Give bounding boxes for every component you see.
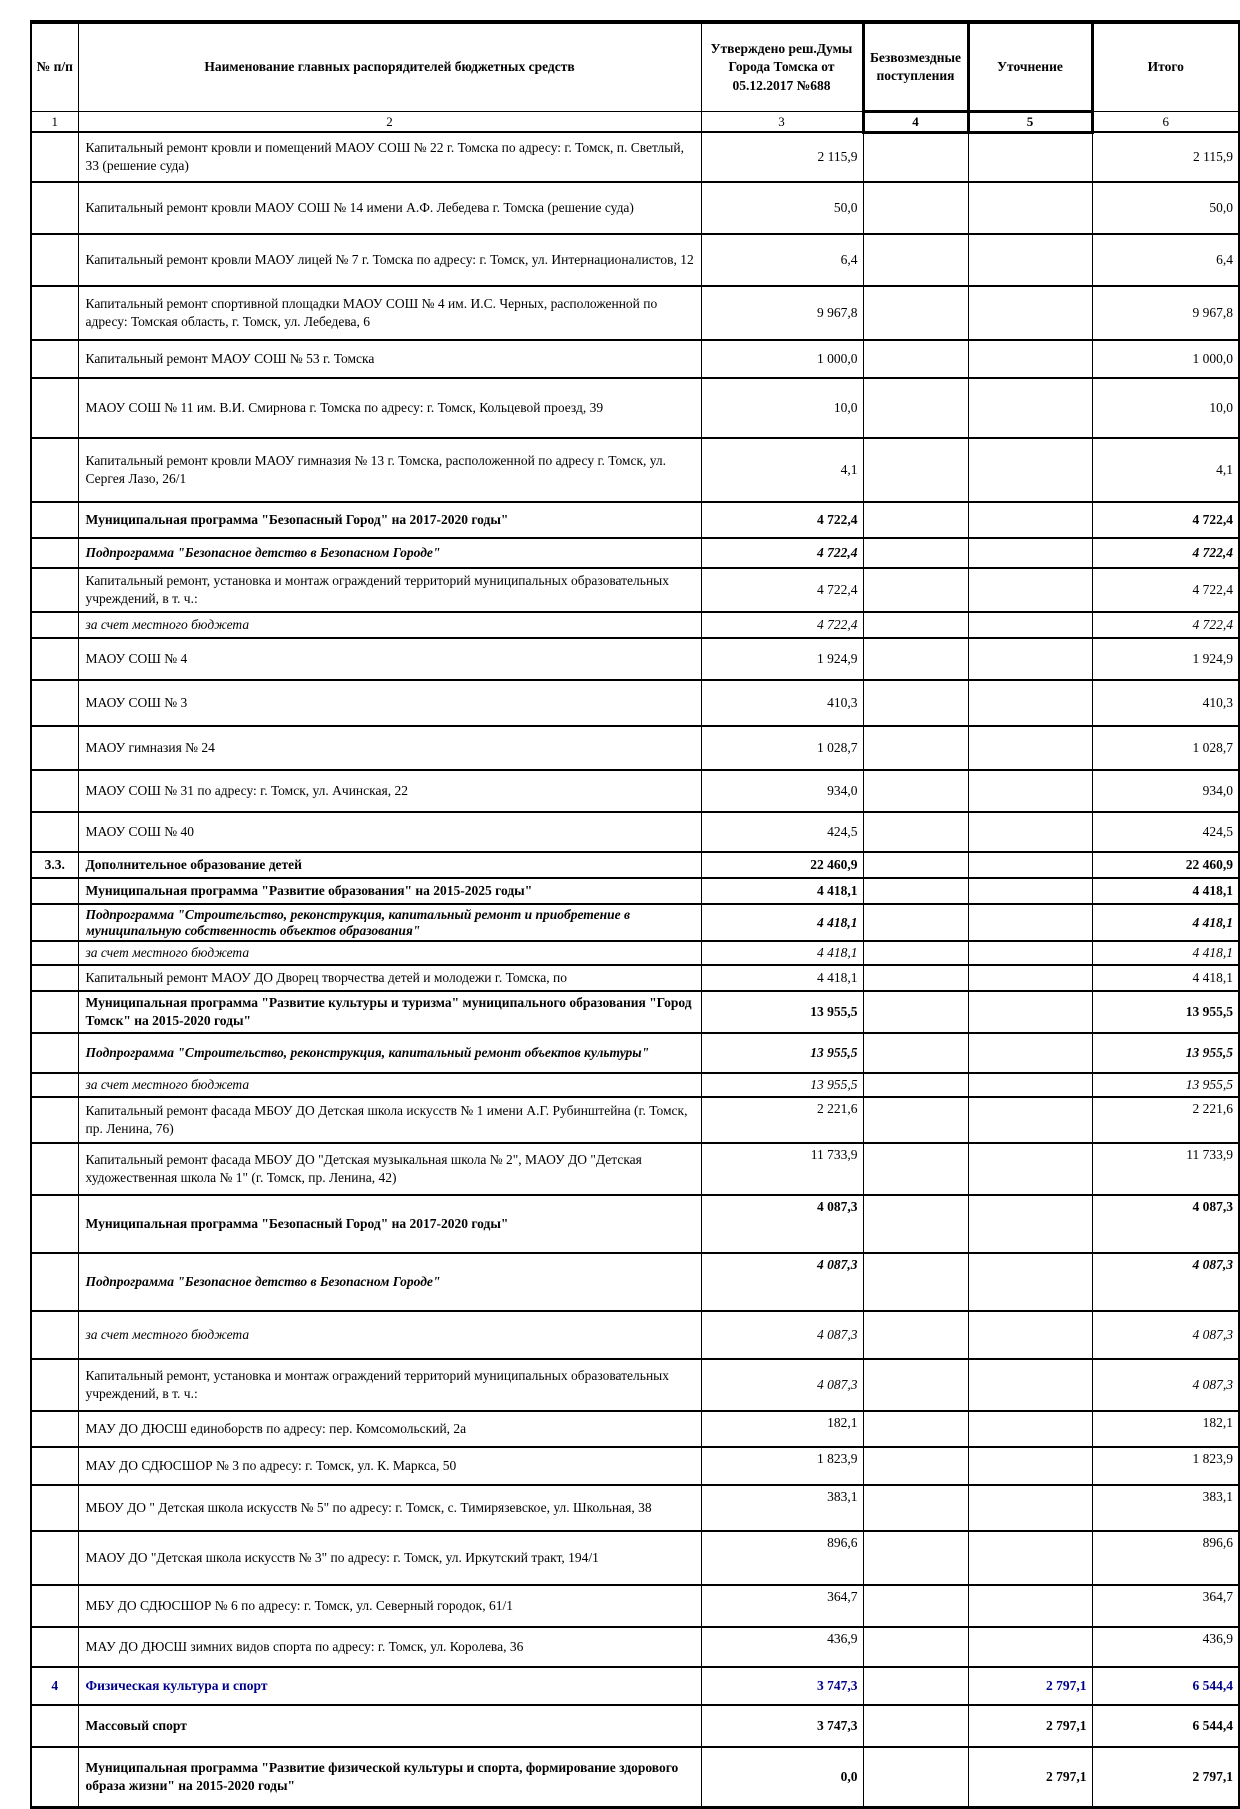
row-name-cell: Капитальный ремонт фасада МБОУ ДО "Детская музыкальная школа № 2", МАОУ ДО "Детская художественная школа № 1" (г. Томск, пр. Ленина, 42)	[78, 1143, 701, 1195]
total-value-cell: 1 028,7	[1092, 726, 1239, 770]
revision-value-cell	[968, 1359, 1092, 1411]
gratuitous-value-cell	[863, 1667, 968, 1705]
approved-value-cell: 22 460,9	[701, 852, 863, 878]
gratuitous-value-cell	[863, 568, 968, 612]
table-row	[31, 680, 1239, 726]
approved-value-cell: 50,0	[701, 182, 863, 234]
approved-value-cell: 4 087,3	[701, 1359, 863, 1411]
total-value-cell: 4 087,3	[1092, 1253, 1239, 1311]
gratuitous-value-cell	[863, 812, 968, 852]
table-row	[31, 182, 1239, 234]
revision-value-cell	[968, 438, 1092, 502]
revision-value-cell	[968, 132, 1092, 182]
revision-value-cell	[968, 234, 1092, 286]
approved-value-cell: 182,1	[701, 1411, 863, 1447]
row-name-cell: Муниципальная программа "Развитие образования" на 2015-2025 годы"	[78, 878, 701, 904]
table-row	[31, 1667, 1239, 1705]
table-row	[31, 1447, 1239, 1485]
row-number-cell	[31, 941, 78, 965]
revision-value-cell	[968, 965, 1092, 991]
table-row	[31, 286, 1239, 340]
row-name-cell: МАОУ СОШ № 3	[78, 680, 701, 726]
row-name-cell: Подпрограмма "Строительство, реконструкция, капитальный ремонт и приобретение в муниципальную собственность объектов образования"	[78, 904, 701, 941]
revision-value-cell	[968, 1411, 1092, 1447]
revision-value-cell	[968, 852, 1092, 878]
row-number-cell	[31, 612, 78, 638]
table-row	[31, 941, 1239, 965]
row-number-cell	[31, 1585, 78, 1627]
approved-value-cell: 4 722,4	[701, 538, 863, 568]
table-row	[31, 502, 1239, 538]
approved-value-cell: 410,3	[701, 680, 863, 726]
gratuitous-value-cell	[863, 1585, 968, 1627]
revision-value-cell	[968, 1485, 1092, 1531]
gratuitous-value-cell	[863, 1447, 968, 1485]
revision-value-cell	[968, 941, 1092, 965]
col-index-2: 2	[78, 112, 701, 133]
approved-value-cell: 11 733,9	[701, 1143, 863, 1195]
row-number-cell	[31, 1531, 78, 1585]
approved-value-cell: 13 955,5	[701, 1073, 863, 1097]
gratuitous-value-cell	[863, 965, 968, 991]
total-value-cell: 13 955,5	[1092, 1073, 1239, 1097]
row-number-cell	[31, 502, 78, 538]
approved-value-cell: 13 955,5	[701, 991, 863, 1033]
revision-value-cell	[968, 904, 1092, 941]
row-name-cell: Подпрограмма "Безопасное детство в Безопасном Городе"	[78, 538, 701, 568]
table-row	[31, 726, 1239, 770]
header-total: Итого	[1092, 22, 1239, 112]
approved-value-cell: 4 418,1	[701, 878, 863, 904]
row-name-cell: МАОУ СОШ № 40	[78, 812, 701, 852]
table-row	[31, 1747, 1239, 1807]
gratuitous-value-cell	[863, 1253, 968, 1311]
total-value-cell: 2 115,9	[1092, 132, 1239, 182]
total-value-cell: 11 733,9	[1092, 1143, 1239, 1195]
row-name-cell: МАУ ДО ДЮСШ единоборств по адресу: пер. Комсомольский, 2а	[78, 1411, 701, 1447]
row-name-cell: МБОУ ДО " Детская школа искусств № 5" по адресу: г. Томск, с. Тимирязевское, ул. Школьная, 38	[78, 1485, 701, 1531]
revision-value-cell	[968, 680, 1092, 726]
header-row	[31, 22, 1239, 112]
gratuitous-value-cell	[863, 1073, 968, 1097]
row-number-cell	[31, 770, 78, 812]
approved-value-cell: 383,1	[701, 1485, 863, 1531]
gratuitous-value-cell	[863, 340, 968, 378]
revision-value-cell	[968, 1143, 1092, 1195]
total-value-cell: 6 544,4	[1092, 1667, 1239, 1705]
total-value-cell: 424,5	[1092, 812, 1239, 852]
row-number-cell	[31, 991, 78, 1033]
header-revision: Уточнение	[968, 22, 1092, 112]
table-row	[31, 1359, 1239, 1411]
revision-value-cell	[968, 1447, 1092, 1485]
table-row	[31, 991, 1239, 1033]
table-row	[31, 568, 1239, 612]
header-approved: Утверждено реш.Думы Города Томска от 05.12.2017 №688	[701, 22, 863, 112]
row-name-cell: Капитальный ремонт кровли МАОУ гимназия № 13 г. Томска, расположенной по адресу г. Томск, ул. Сергея Лазо, 26/1	[78, 438, 701, 502]
gratuitous-value-cell	[863, 1747, 968, 1807]
total-value-cell: 4 722,4	[1092, 612, 1239, 638]
table-row	[31, 1143, 1239, 1195]
gratuitous-value-cell	[863, 1485, 968, 1531]
row-name-cell: за счет местного бюджета	[78, 941, 701, 965]
table-row	[31, 638, 1239, 680]
approved-value-cell: 424,5	[701, 812, 863, 852]
row-number-cell	[31, 1253, 78, 1311]
col-index-1: 1	[31, 112, 78, 133]
revision-value-cell	[968, 1195, 1092, 1253]
row-number-cell	[31, 1195, 78, 1253]
total-value-cell: 364,7	[1092, 1585, 1239, 1627]
revision-value-cell	[968, 1311, 1092, 1359]
row-number-cell	[31, 904, 78, 941]
total-value-cell: 2 221,6	[1092, 1097, 1239, 1143]
row-name-cell: Капитальный ремонт кровли МАОУ СОШ № 14 имени А.Ф. Лебедева г. Томска (решение суда)	[78, 182, 701, 234]
approved-value-cell: 4 087,3	[701, 1253, 863, 1311]
row-name-cell: Капитальный ремонт кровли и помещений МАОУ СОШ № 22 г. Томска по адресу: г. Томск, п. Светлый, 33 (решение суда)	[78, 132, 701, 182]
row-number-cell	[31, 538, 78, 568]
approved-value-cell: 9 967,8	[701, 286, 863, 340]
revision-value-cell	[968, 568, 1092, 612]
total-value-cell: 4 087,3	[1092, 1359, 1239, 1411]
row-name-cell: Физическая культура и спорт	[78, 1667, 701, 1705]
revision-value-cell	[968, 1097, 1092, 1143]
gratuitous-value-cell	[863, 378, 968, 438]
total-value-cell: 13 955,5	[1092, 1033, 1239, 1073]
total-value-cell: 6 544,4	[1092, 1705, 1239, 1747]
column-index-row	[31, 112, 1239, 133]
total-value-cell: 4 087,3	[1092, 1311, 1239, 1359]
revision-value-cell	[968, 1033, 1092, 1073]
row-name-cell: Капитальный ремонт МАОУ СОШ № 53 г. Томска	[78, 340, 701, 378]
total-value-cell: 10,0	[1092, 378, 1239, 438]
row-name-cell: Муниципальная программа "Развитие физической культуры и спорта, формирование здорового образа жизни" на 2015-2020 годы"	[78, 1747, 701, 1807]
gratuitous-value-cell	[863, 726, 968, 770]
row-name-cell: Подпрограмма "Строительство, реконструкция, капитальный ремонт объектов культуры"	[78, 1033, 701, 1073]
approved-value-cell: 2 115,9	[701, 132, 863, 182]
approved-value-cell: 4 722,4	[701, 502, 863, 538]
revision-value-cell	[968, 182, 1092, 234]
row-number-cell	[31, 878, 78, 904]
table-header	[31, 22, 1239, 132]
approved-value-cell: 10,0	[701, 378, 863, 438]
gratuitous-value-cell	[863, 770, 968, 812]
total-value-cell: 4,1	[1092, 438, 1239, 502]
gratuitous-value-cell	[863, 538, 968, 568]
gratuitous-value-cell	[863, 612, 968, 638]
row-number-cell	[31, 1143, 78, 1195]
table-body	[31, 132, 1239, 1807]
gratuitous-value-cell	[863, 904, 968, 941]
row-number-cell	[31, 1097, 78, 1143]
total-value-cell: 9 967,8	[1092, 286, 1239, 340]
table-row	[31, 1411, 1239, 1447]
table-row	[31, 1033, 1239, 1073]
approved-value-cell: 3 747,3	[701, 1705, 863, 1747]
row-name-cell: Муниципальная программа "Безопасный Город" на 2017-2020 годы"	[78, 502, 701, 538]
total-value-cell: 22 460,9	[1092, 852, 1239, 878]
table-row	[31, 1311, 1239, 1359]
row-name-cell: Капитальный ремонт спортивной площадки МАОУ СОШ № 4 им. И.С. Черных, расположенной по адресу: Томская область, г. Томск, ул. Лебедева, 6	[78, 286, 701, 340]
approved-value-cell: 4 087,3	[701, 1195, 863, 1253]
approved-value-cell: 896,6	[701, 1531, 863, 1585]
total-value-cell: 4 087,3	[1092, 1195, 1239, 1253]
revision-value-cell	[968, 1627, 1092, 1667]
row-name-cell: за счет местного бюджета	[78, 612, 701, 638]
col-index-5: 5	[968, 112, 1092, 133]
header-num: № п/п	[31, 22, 78, 112]
approved-value-cell: 934,0	[701, 770, 863, 812]
row-name-cell: Муниципальная программа "Безопасный Город" на 2017-2020 годы"	[78, 1195, 701, 1253]
revision-value-cell: 2 797,1	[968, 1667, 1092, 1705]
table-row	[31, 438, 1239, 502]
gratuitous-value-cell	[863, 1195, 968, 1253]
gratuitous-value-cell	[863, 1531, 968, 1585]
row-number-cell	[31, 1411, 78, 1447]
table-row	[31, 612, 1239, 638]
gratuitous-value-cell	[863, 1097, 968, 1143]
revision-value-cell	[968, 991, 1092, 1033]
col-index-3: 3	[701, 112, 863, 133]
approved-value-cell: 436,9	[701, 1627, 863, 1667]
row-name-cell: за счет местного бюджета	[78, 1073, 701, 1097]
gratuitous-value-cell	[863, 852, 968, 878]
table-row	[31, 132, 1239, 182]
table-row	[31, 878, 1239, 904]
total-value-cell: 1 823,9	[1092, 1447, 1239, 1485]
revision-value-cell	[968, 378, 1092, 438]
header-name: Наименование главных распорядителей бюджетных средств	[78, 22, 701, 112]
row-name-cell: Подпрограмма "Безопасное детство в Безопасном Городе"	[78, 1253, 701, 1311]
total-value-cell: 383,1	[1092, 1485, 1239, 1531]
row-name-cell: МАУ ДО СДЮСШОР № 3 по адресу: г. Томск, ул. К. Маркса, 50	[78, 1447, 701, 1485]
approved-value-cell: 1 000,0	[701, 340, 863, 378]
row-number-cell	[31, 182, 78, 234]
row-number-cell	[31, 438, 78, 502]
approved-value-cell: 4 087,3	[701, 1311, 863, 1359]
budget-table	[30, 20, 1240, 1809]
header-gratuitous: Безвозмездные поступления	[863, 22, 968, 112]
revision-value-cell	[968, 770, 1092, 812]
approved-value-cell: 6,4	[701, 234, 863, 286]
gratuitous-value-cell	[863, 1359, 968, 1411]
total-value-cell: 50,0	[1092, 182, 1239, 234]
approved-value-cell: 4 418,1	[701, 904, 863, 941]
revision-value-cell	[968, 286, 1092, 340]
table-row	[31, 1585, 1239, 1627]
table-row	[31, 770, 1239, 812]
table-row	[31, 1705, 1239, 1747]
approved-value-cell: 364,7	[701, 1585, 863, 1627]
revision-value-cell	[968, 340, 1092, 378]
total-value-cell: 4 418,1	[1092, 965, 1239, 991]
row-name-cell: МАОУ СОШ № 31 по адресу: г. Томск, ул. Ачинская, 22	[78, 770, 701, 812]
gratuitous-value-cell	[863, 1033, 968, 1073]
total-value-cell: 4 722,4	[1092, 568, 1239, 612]
row-number-cell	[31, 1073, 78, 1097]
row-number-cell	[31, 680, 78, 726]
row-number-cell: 4	[31, 1667, 78, 1705]
revision-value-cell	[968, 726, 1092, 770]
revision-value-cell	[968, 638, 1092, 680]
table-row	[31, 234, 1239, 286]
total-value-cell: 896,6	[1092, 1531, 1239, 1585]
table-row	[31, 1531, 1239, 1585]
gratuitous-value-cell	[863, 1311, 968, 1359]
col-index-4: 4	[863, 112, 968, 133]
row-number-cell	[31, 234, 78, 286]
approved-value-cell: 3 747,3	[701, 1667, 863, 1705]
total-value-cell: 4 722,4	[1092, 502, 1239, 538]
row-number-cell	[31, 378, 78, 438]
row-name-cell: Капитальный ремонт МАОУ ДО Дворец творчества детей и молодежи г. Томска, по	[78, 965, 701, 991]
row-name-cell: МАОУ СОШ № 4	[78, 638, 701, 680]
total-value-cell: 2 797,1	[1092, 1747, 1239, 1807]
row-number-cell	[31, 1447, 78, 1485]
row-name-cell: за счет местного бюджета	[78, 1311, 701, 1359]
row-name-cell: МБУ ДО СДЮСШОР № 6 по адресу: г. Томск, ул. Северный городок, 61/1	[78, 1585, 701, 1627]
row-number-cell	[31, 1359, 78, 1411]
revision-value-cell	[968, 878, 1092, 904]
revision-value-cell	[968, 1073, 1092, 1097]
approved-value-cell: 0,0	[701, 1747, 863, 1807]
row-number-cell	[31, 638, 78, 680]
row-number-cell	[31, 1705, 78, 1747]
row-number-cell	[31, 1311, 78, 1359]
table-row	[31, 1097, 1239, 1143]
row-number-cell	[31, 812, 78, 852]
row-name-cell: Дополнительное образование детей	[78, 852, 701, 878]
revision-value-cell	[968, 502, 1092, 538]
gratuitous-value-cell	[863, 438, 968, 502]
table-row	[31, 340, 1239, 378]
revision-value-cell	[968, 538, 1092, 568]
gratuitous-value-cell	[863, 1143, 968, 1195]
row-name-cell: МАОУ гимназия № 24	[78, 726, 701, 770]
table-row	[31, 812, 1239, 852]
table-row	[31, 378, 1239, 438]
revision-value-cell	[968, 1585, 1092, 1627]
row-number-cell	[31, 340, 78, 378]
approved-value-cell: 4 722,4	[701, 568, 863, 612]
table-row	[31, 965, 1239, 991]
gratuitous-value-cell	[863, 132, 968, 182]
row-number-cell	[31, 1747, 78, 1807]
gratuitous-value-cell	[863, 182, 968, 234]
total-value-cell: 4 418,1	[1092, 904, 1239, 941]
revision-value-cell	[968, 1531, 1092, 1585]
revision-value-cell	[968, 612, 1092, 638]
total-value-cell: 4 418,1	[1092, 878, 1239, 904]
row-name-cell: Муниципальная программа "Развитие культуры и туризма" муниципального образования "Город Томск" на 2015-2020 годы"	[78, 991, 701, 1033]
total-value-cell: 934,0	[1092, 770, 1239, 812]
table-row	[31, 904, 1239, 941]
row-number-cell: 3.3.	[31, 852, 78, 878]
row-number-cell	[31, 1033, 78, 1073]
approved-value-cell: 4 418,1	[701, 941, 863, 965]
table-row	[31, 852, 1239, 878]
table-row	[31, 538, 1239, 568]
gratuitous-value-cell	[863, 991, 968, 1033]
gratuitous-value-cell	[863, 1627, 968, 1667]
row-name-cell: Капитальный ремонт, установка и монтаж ограждений территорий муниципальных образовательных учреждений, в т. ч.:	[78, 568, 701, 612]
gratuitous-value-cell	[863, 1705, 968, 1747]
revision-value-cell: 2 797,1	[968, 1705, 1092, 1747]
row-name-cell: Капитальный ремонт, установка и монтаж ограждений территорий муниципальных образовательных учреждений, в т. ч.:	[78, 1359, 701, 1411]
approved-value-cell: 4 418,1	[701, 965, 863, 991]
gratuitous-value-cell	[863, 234, 968, 286]
gratuitous-value-cell	[863, 638, 968, 680]
gratuitous-value-cell	[863, 878, 968, 904]
table-row	[31, 1195, 1239, 1253]
row-name-cell: МАОУ ДО "Детская школа искусств № 3" по адресу: г. Томск, ул. Иркутский тракт, 194/1	[78, 1531, 701, 1585]
total-value-cell: 6,4	[1092, 234, 1239, 286]
row-number-cell	[31, 1485, 78, 1531]
approved-value-cell: 13 955,5	[701, 1033, 863, 1073]
row-name-cell: Массовый спорт	[78, 1705, 701, 1747]
approved-value-cell: 1 028,7	[701, 726, 863, 770]
revision-value-cell	[968, 1253, 1092, 1311]
total-value-cell: 182,1	[1092, 1411, 1239, 1447]
row-name-cell: Капитальный ремонт кровли МАОУ лицей № 7 г. Томска по адресу: г. Томск, ул. Интернационалистов, 12	[78, 234, 701, 286]
approved-value-cell: 2 221,6	[701, 1097, 863, 1143]
table-row	[31, 1073, 1239, 1097]
total-value-cell: 4 418,1	[1092, 941, 1239, 965]
table-row	[31, 1253, 1239, 1311]
approved-value-cell: 4 722,4	[701, 612, 863, 638]
gratuitous-value-cell	[863, 286, 968, 340]
total-value-cell: 1 924,9	[1092, 638, 1239, 680]
row-name-cell: МАОУ СОШ № 11 им. В.И. Смирнова г. Томска по адресу: г. Томск, Кольцевой проезд, 39	[78, 378, 701, 438]
row-name-cell: МАУ ДО ДЮСШ зимних видов спорта по адресу: г. Томск, ул. Королева, 36	[78, 1627, 701, 1667]
col-index-6: 6	[1092, 112, 1239, 133]
table-row	[31, 1485, 1239, 1531]
row-number-cell	[31, 965, 78, 991]
gratuitous-value-cell	[863, 680, 968, 726]
revision-value-cell: 2 797,1	[968, 1747, 1092, 1807]
total-value-cell: 13 955,5	[1092, 991, 1239, 1033]
row-number-cell	[31, 286, 78, 340]
gratuitous-value-cell	[863, 1411, 968, 1447]
gratuitous-value-cell	[863, 941, 968, 965]
row-number-cell	[31, 1627, 78, 1667]
total-value-cell: 1 000,0	[1092, 340, 1239, 378]
row-number-cell	[31, 132, 78, 182]
approved-value-cell: 4,1	[701, 438, 863, 502]
row-name-cell: Капитальный ремонт фасада МБОУ ДО Детская школа искусств № 1 имени А.Г. Рубинштейна (г. Томск, пр. Ленина, 76)	[78, 1097, 701, 1143]
gratuitous-value-cell	[863, 502, 968, 538]
row-number-cell	[31, 568, 78, 612]
total-value-cell: 436,9	[1092, 1627, 1239, 1667]
approved-value-cell: 1 823,9	[701, 1447, 863, 1485]
table-row	[31, 1627, 1239, 1667]
revision-value-cell	[968, 812, 1092, 852]
row-number-cell	[31, 726, 78, 770]
total-value-cell: 410,3	[1092, 680, 1239, 726]
approved-value-cell: 1 924,9	[701, 638, 863, 680]
total-value-cell: 4 722,4	[1092, 538, 1239, 568]
